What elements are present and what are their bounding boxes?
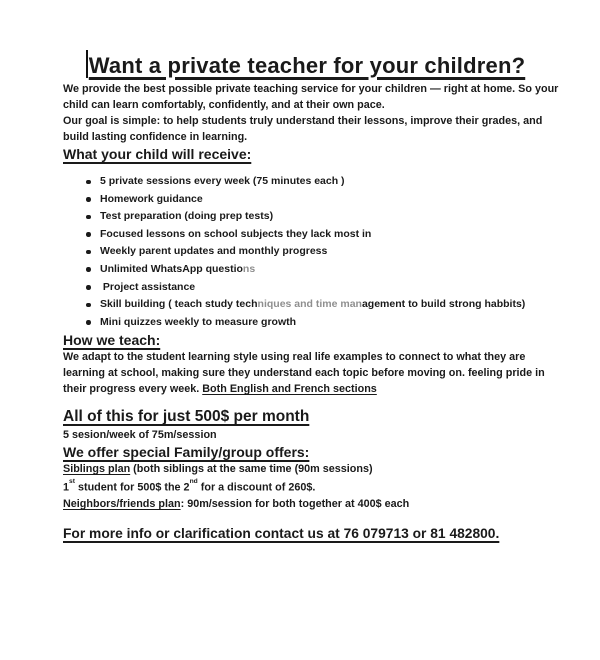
teach-paragraph-text: We adapt to the student learning style using real life examples to connect to what they are learning at school, making sure they understand each topic before moving on. feeling pride in their progress every week. <box>63 351 545 396</box>
list-item-parent-updates: Weekly parent updates and monthly progress <box>100 243 568 261</box>
siblings-plan-label: Siblings plan <box>63 463 131 476</box>
list-item-focused-lessons: Focused lessons on school subjects they lack most in <box>100 226 568 244</box>
neighbors-plan-label: Neighbors/friends plan <box>63 497 181 510</box>
list-item-homework: Homework guidance <box>100 191 568 209</box>
text-cursor-icon <box>86 50 88 78</box>
price-subtext: 5 sesion/week of 75m/session <box>63 429 217 442</box>
intro-paragraph-1: We provide the best possible private teaching service for your children — right at home. So your child can learn comfortably, confidently, and at their own pace. <box>63 83 559 111</box>
receive-list <box>63 173 568 331</box>
siblings-plan-line <box>63 461 568 477</box>
siblings-plan-detail: (both siblings at the same time (90m sessions) <box>130 463 373 476</box>
list-item-mini-quizzes: Mini quizzes weekly to measure growth <box>100 314 568 332</box>
list-item-project: Project assistance <box>100 279 568 297</box>
price-heading: All of this for just 500$ per month <box>63 408 310 426</box>
page-title-text: Want a private teacher for your children? <box>88 53 526 78</box>
neighbors-plan-line <box>63 496 568 512</box>
neighbors-plan-detail: : 90m/session for both together at 400$ each <box>180 497 410 510</box>
title-block <box>63 50 568 81</box>
receive-section-heading: What your child will receive: <box>63 146 252 162</box>
list-item-sessions: 5 private sessions every week (75 minutes each ) <box>100 173 568 191</box>
offers-section-heading: We offer special Family/group offers: <box>63 444 310 461</box>
intro-paragraph-2: Our goal is simple: to help students truly understand their lessons, improve their grades, and build lasting confidence in learning. <box>63 115 543 143</box>
page-title <box>86 50 525 81</box>
list-item-skill-building: Skill building ( teach study techniques and time management to build strong habbits) <box>100 296 568 314</box>
list-item-whatsapp: Unlimited WhatsApp questions <box>100 261 568 279</box>
teach-paragraph-underlined: Both English and French sections <box>202 383 377 396</box>
student-discount-line: 1st student for 500$ the 2nd for a discount of 260$. <box>63 478 316 494</box>
contact-line: For more info or clarification contact us at 76 079713 or 81 482800. <box>63 525 500 541</box>
list-item-test-prep: Test preparation (doing prep tests) <box>100 208 568 226</box>
teach-section-heading: How we teach: <box>63 332 161 349</box>
ordinal-st: st <box>69 478 75 486</box>
teach-paragraph <box>63 349 568 397</box>
ordinal-nd: nd <box>189 478 198 486</box>
